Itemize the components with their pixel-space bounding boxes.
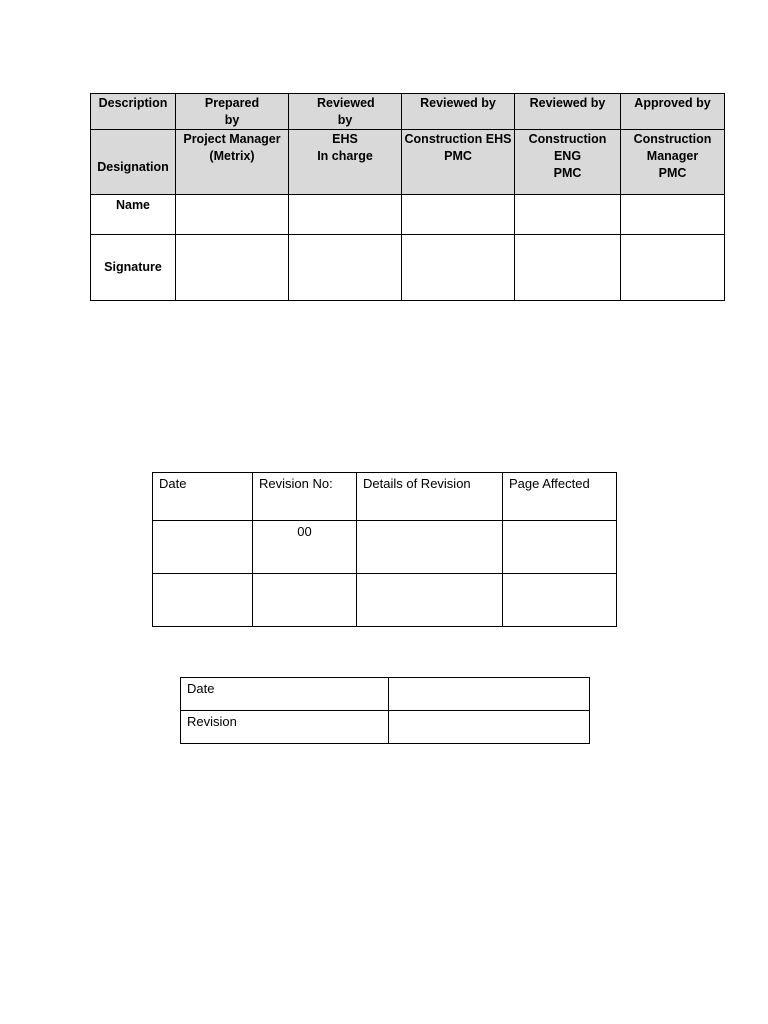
signature-cell-reviewed-3[interactable] bbox=[515, 235, 621, 301]
signature-cell-approved[interactable] bbox=[621, 235, 725, 301]
reviewed-by-header-1: Reviewed by bbox=[289, 94, 402, 130]
revision-no-cell[interactable] bbox=[253, 574, 357, 627]
signature-cell-reviewed-1[interactable] bbox=[289, 235, 402, 301]
revision-details-cell[interactable] bbox=[357, 521, 503, 574]
prepared-by-header: Prepared by bbox=[176, 94, 289, 130]
description-header: Description bbox=[91, 94, 176, 130]
designation-approved-by bbox=[621, 130, 725, 195]
revision-date-cell[interactable] bbox=[153, 521, 253, 574]
table-row bbox=[153, 521, 617, 574]
signature-row bbox=[91, 235, 725, 301]
designation-prepared-by: Project Manager (Metrix) bbox=[176, 130, 289, 195]
designation-reviewed-by-3-line1: Construction bbox=[528, 132, 607, 146]
date-value[interactable] bbox=[389, 678, 590, 711]
approved-by-header: Approved by bbox=[621, 94, 725, 130]
signature-label: Signature bbox=[91, 235, 176, 301]
revision-details-header: Details of Revision bbox=[357, 473, 503, 521]
designation-approved-by-line2: Manager bbox=[646, 149, 699, 163]
reviewed-by-header-2: Reviewed by bbox=[402, 94, 515, 130]
name-label: Name bbox=[91, 195, 176, 235]
name-cell-prepared[interactable] bbox=[176, 195, 289, 235]
table-row bbox=[153, 574, 617, 627]
page-affected-cell[interactable] bbox=[503, 574, 617, 627]
name-cell-reviewed-1[interactable] bbox=[289, 195, 402, 235]
date-row bbox=[181, 678, 590, 711]
signature-cell-reviewed-2[interactable] bbox=[402, 235, 515, 301]
revision-row bbox=[181, 711, 590, 744]
approval-header-row bbox=[91, 94, 725, 130]
designation-reviewed-by-1 bbox=[289, 130, 402, 195]
designation-reviewed-by-2-line2: PMC bbox=[444, 149, 472, 163]
designation-label: Designation bbox=[91, 130, 176, 195]
name-cell-approved[interactable] bbox=[621, 195, 725, 235]
revision-date-cell[interactable] bbox=[153, 574, 253, 627]
name-cell-reviewed-3[interactable] bbox=[515, 195, 621, 235]
revision-value[interactable] bbox=[389, 711, 590, 744]
revision-details-cell[interactable] bbox=[357, 574, 503, 627]
name-cell-reviewed-2[interactable] bbox=[402, 195, 515, 235]
date-revision-table bbox=[180, 677, 590, 744]
approval-table bbox=[90, 93, 725, 301]
revision-header-row bbox=[153, 473, 617, 521]
designation-row bbox=[91, 130, 725, 195]
page-affected-header: Page Affected bbox=[503, 473, 617, 521]
designation-approved-by-line3: PMC bbox=[658, 166, 687, 180]
date-label: Date bbox=[181, 678, 389, 711]
name-row bbox=[91, 195, 725, 235]
designation-reviewed-by-2-line1: Construction EHS bbox=[404, 132, 512, 146]
signature-cell-prepared[interactable] bbox=[176, 235, 289, 301]
designation-reviewed-by-3-line3: PMC bbox=[553, 166, 582, 180]
revision-label: Revision bbox=[181, 711, 389, 744]
designation-reviewed-by-1-line1: EHS bbox=[332, 132, 358, 146]
page-affected-cell[interactable] bbox=[503, 521, 617, 574]
reviewed-by-header-3: Reviewed by bbox=[515, 94, 621, 130]
revision-date-header: Date bbox=[153, 473, 253, 521]
designation-reviewed-by-1-line2: In charge bbox=[317, 149, 373, 163]
designation-reviewed-by-3-line2: ENG bbox=[553, 149, 582, 163]
designation-reviewed-by-3 bbox=[515, 130, 621, 195]
revision-no-cell[interactable]: 00 bbox=[253, 521, 357, 574]
designation-reviewed-by-2 bbox=[402, 130, 515, 195]
revision-history-table bbox=[152, 472, 617, 627]
revision-no-header: Revision No: bbox=[253, 473, 357, 521]
designation-approved-by-line1: Construction bbox=[633, 132, 712, 146]
